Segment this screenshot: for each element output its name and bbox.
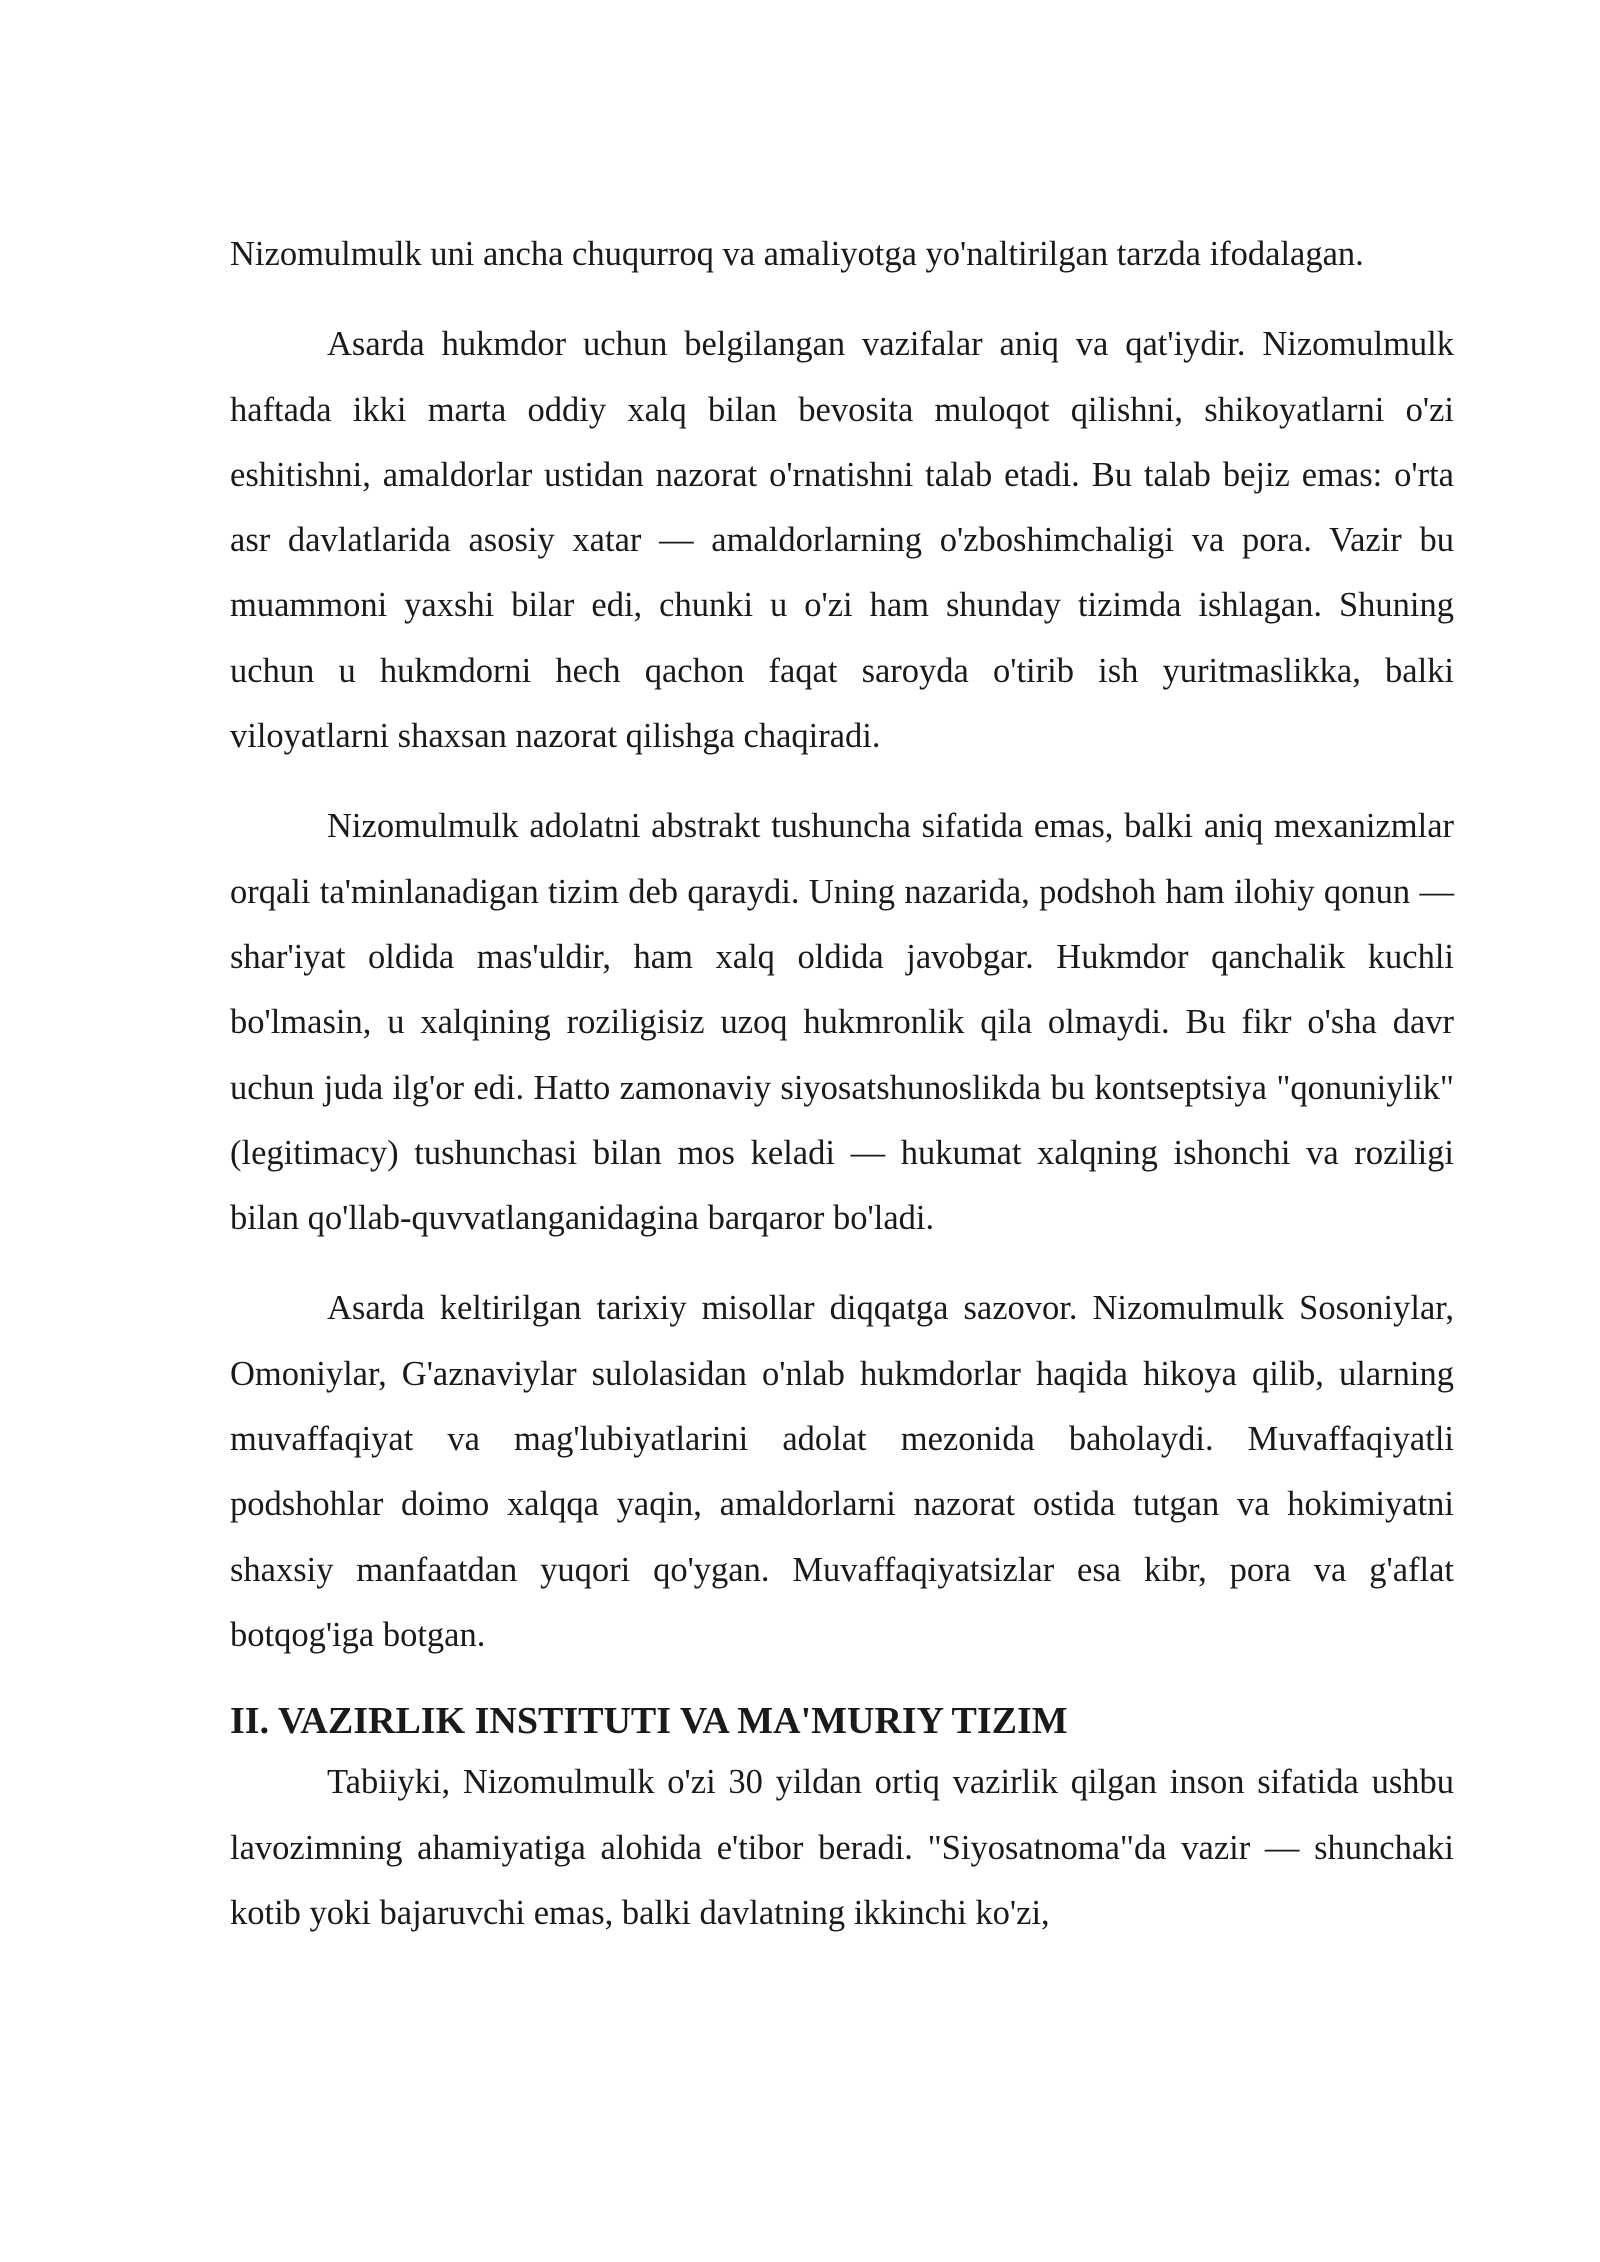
page-content xyxy=(230,222,1454,1971)
paragraph-justice-mechanisms: Nizomulmulk adolatni abstrakt tushuncha sifatida emas, balki aniq mexanizmlar orqali ta'minlanadigan tizim deb qaraydi. Uning nazarida, podshoh ham ilohiy qonun — shar'iyat oldida mas'uldir, ham xalq oldida javobgar. Hukmdor qanchalik kuchli bo'lmasin, u xalqining roziligisiz uzoq hukmronlik qila olmaydi. Bu fikr o'sha davr uchun juda ilg'or edi. Hatto zamonaviy siyosatshunoslikda bu kontseptsiya "qonuniylik" (legitimacy) tushunchasi bilan mos keladi — hukumat xalqning ishonchi va roziligi bilan qo'llab-quvvatlanganidagina barqaror bo'ladi. xyxy=(230,807,1454,1238)
paragraph-vizier-role: Tabiiyki, Nizomulmulk o'zi 30 yildan ortiq vazirlik qilgan inson sifatida ushbu lavozimning ahamiyatiga alohida e'tibor beradi. "Siyosatnoma"da vazir — shunchaki kotib yoki bajaruvchi emas, balki davlatning ikkinchi ko'zi, xyxy=(230,1763,1454,1932)
section-heading: II. VAZIRLIK INSTITUTI VA MA'MURIY TIZIM xyxy=(230,1700,1068,1743)
paragraph-historical-examples: Asarda keltirilgan tarixiy misollar diqqatga sazovor. Nizomulmulk Sosoniylar, Omoniylar, G'aznaviylar sulolasidan o'nlab hukmdorlar haqida hikoya qilib, ularning muvaffaqiyat va mag'lubiyatlarini adolat mezonida baholaydi. Muvaffaqiyatli podshohlar doimo xalqqa yaqin, amaldorlarni nazorat ostida tutgan va hokimiyatni shaxsiy manfaatdan yuqori qo'ygan. Muvaffaqiyatsizlar esa kibr, pora va g'aflat botqog'iga botgan. xyxy=(230,1289,1454,1654)
paragraph-continuation: Nizomulmulk uni ancha chuqurroq va amaliyotga yo'naltirilgan tarzda ifodalagan. xyxy=(230,235,1364,273)
paragraph-ruler-duties: Asarda hukmdor uchun belgilangan vazifalar aniq va qat'iydir. Nizomulmulk haftada ikki marta oddiy xalq bilan bevosita muloqot qilishni, shikoyatlarni o'zi eshitishni, amaldorlar ustidan nazorat o'rnatishni talab etadi. Bu talab bejiz emas: o'rta asr davlatlarida asosiy xatar — amaldorlarning o'zboshimchaligi va pora. Vazir bu muammoni yaxshi bilar edi, chunki u o'zi ham shunday tizimda ishlagan. Shuning uchun u hukmdorni hech qachon faqat saroyda o'tirib ish yuritmaslikka, balki viloyatlarni shaxsan nazorat qilishga chaqiradi. xyxy=(230,325,1454,756)
